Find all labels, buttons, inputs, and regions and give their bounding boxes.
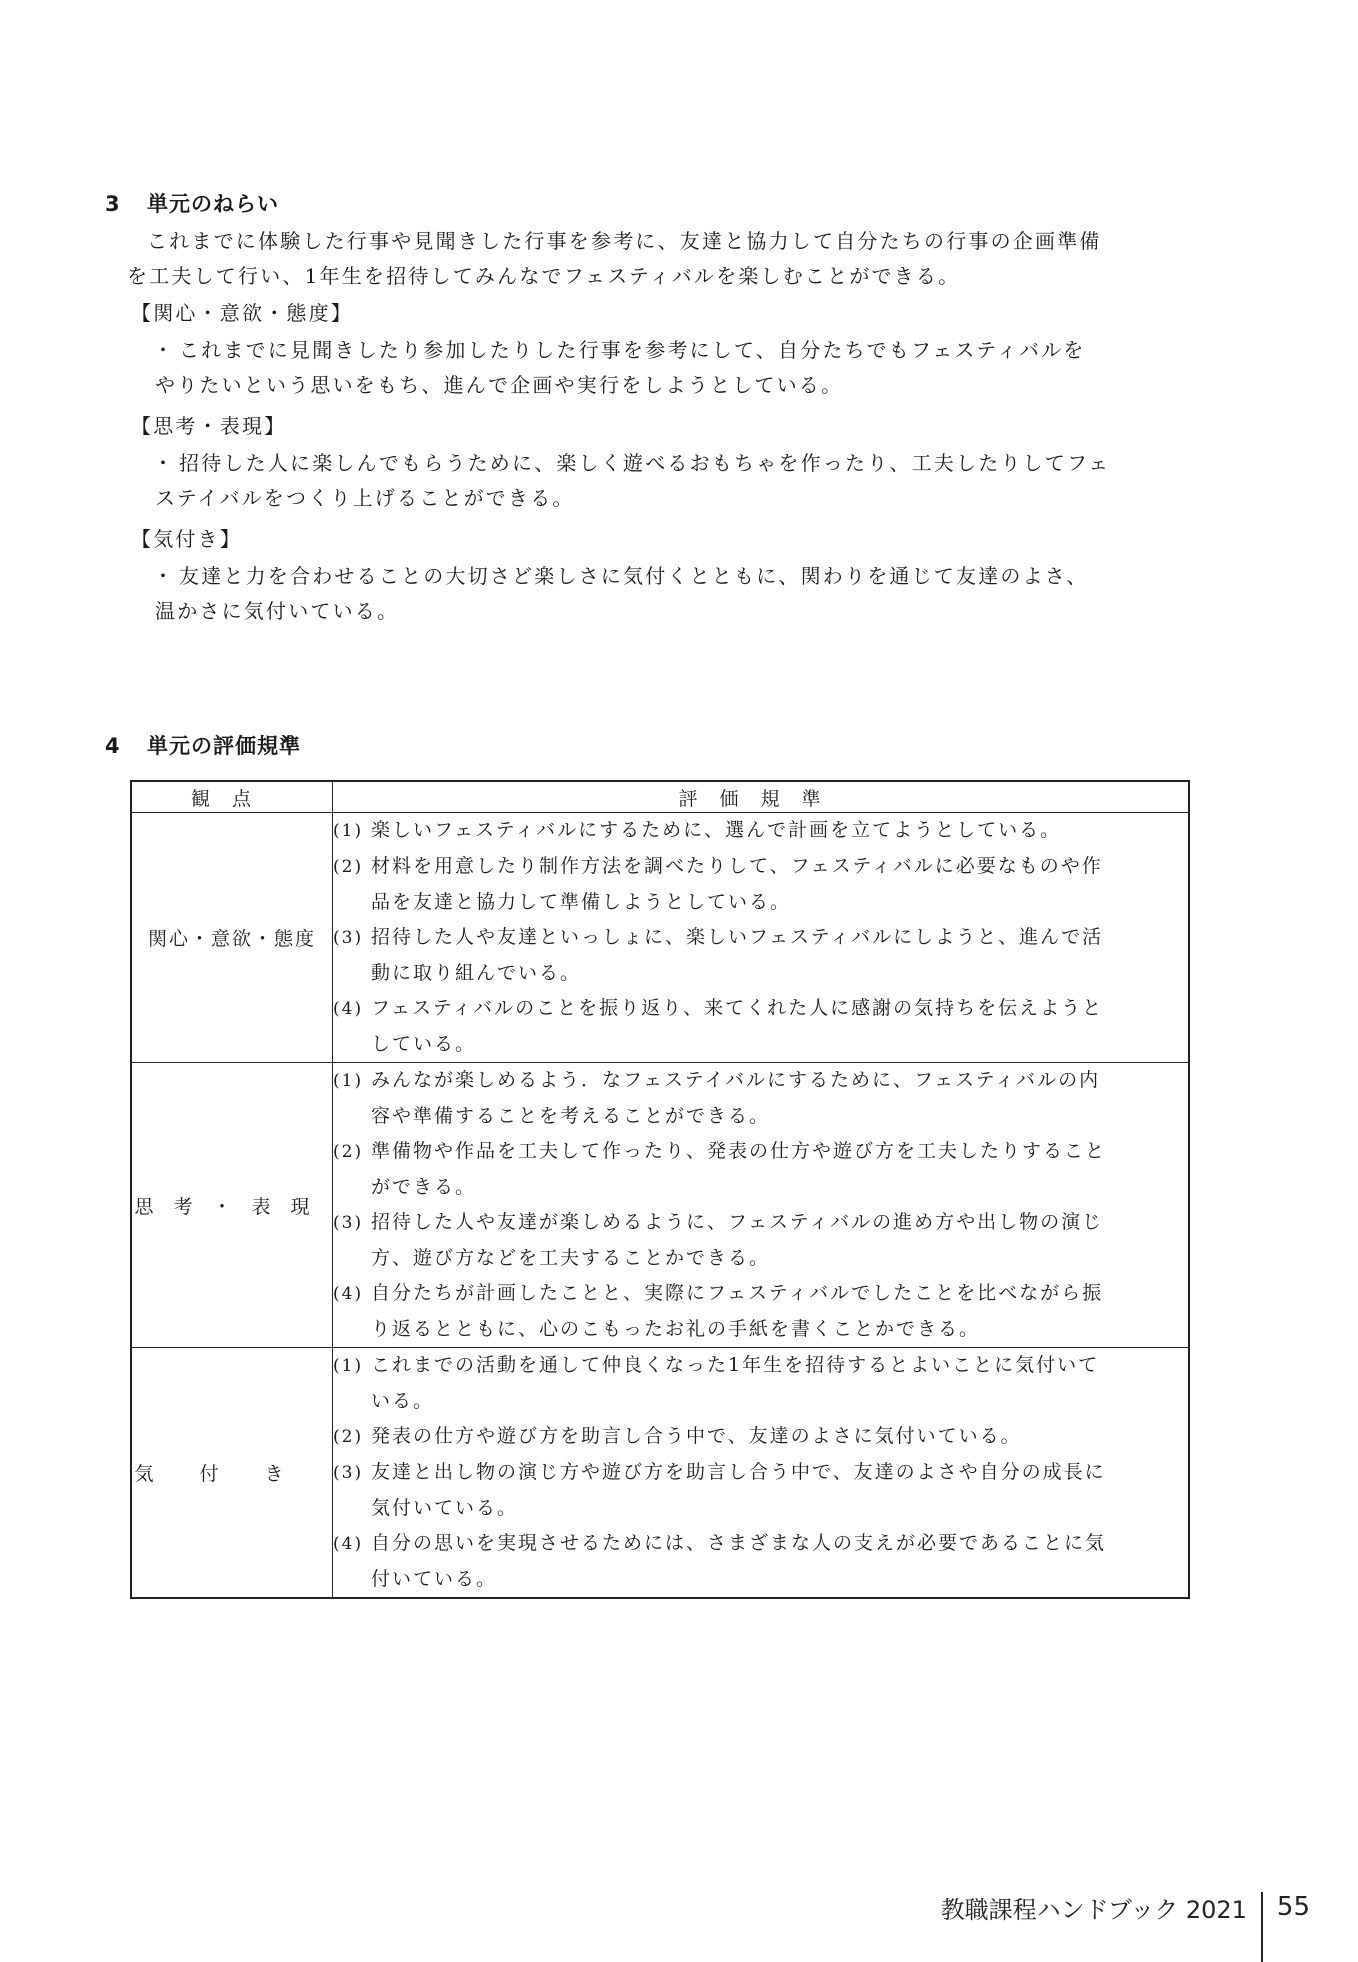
section-4-number: 4 [105,734,121,758]
criteria-item [333,991,1188,1062]
criteria-item [333,813,1188,849]
criteria-line: 動に取り組んでいる。 [371,962,582,984]
view-label: 気付き [134,1463,330,1485]
view-label: 関心・意欲・態度 [147,928,316,950]
criteria-item [333,1526,1188,1597]
criteria-item [333,1134,1188,1205]
bullet-line-1: これまでに見聞きしたり参加したりした行事を参考にして、自分たちでもフェスティバルを [179,338,1086,362]
section-3-heading [105,188,1185,218]
header-criteria: 評価規準 [333,781,1190,813]
criteria-item [333,1348,1188,1419]
criteria-index: (3) [333,1463,364,1483]
criteria-index: (1) [333,821,364,841]
criteria-item [333,1063,1188,1134]
view-cell [131,813,333,1063]
category-block-interest [105,296,1185,403]
category-block-thinking [105,409,1185,516]
section-3-lead [105,224,1185,294]
bullet-line-2: やりたいという思いをもち、進んで企画や実行をしようとしている。 [155,373,844,397]
view-label: 思考・表現 [134,1195,330,1218]
criteria-line: 方、遊び方などを工夫することかできる。 [371,1247,771,1269]
criteria-index: (3) [333,1213,364,1233]
criteria-line: 材料を用意したり制作方法を調べたりして、フェスティバルに必要なものや作 [371,855,1103,877]
table-header-row [131,781,1189,813]
page-footer [941,1852,1310,1962]
criteria-item [333,1205,1188,1276]
view-cell [131,1063,333,1348]
criteria-cell [333,813,1190,1063]
criteria-index: (1) [333,1356,364,1376]
criteria-line: ができる。 [371,1176,477,1198]
criteria-line: 楽しいフェスティバルにするために、選んで計画を立てようとしている。 [371,819,1062,841]
criteria-index: (4) [333,999,364,1019]
bullet-mark: ・ [153,564,176,588]
criteria-line: 招待した人や友達といっしょに、楽しいフェスティバルにしようと、進んで活 [371,926,1104,948]
view-cell [131,1348,333,1599]
bullet-line-1: 友達と力を合わせることの大切さど楽しさに気付くとともに、関わりを通じて友達のよさ、 [179,564,1089,588]
criteria-line: 友達と出し物の演じ方や遊び方を助言し合う中で、友達のよさや自分の成長に [371,1461,1106,1483]
bullet-line-1: 招待した人に楽しんでもらうために、楽しく遊べるおもちゃを作ったり、工夫したりしてフェ [179,451,1111,475]
section-4-heading [105,730,1185,760]
bullet-mark: ・ [153,451,176,475]
criteria-line: 品を友達と協力して準備しようとしている。 [371,891,792,913]
page-number: 55 [1276,1892,1310,1922]
table-row [131,813,1189,1063]
category-bullet-row [105,333,1185,403]
section-4-title: 単元の評価規準 [147,734,301,758]
criteria-line: これまでの活動を通して仲良くなった1年生を招待するとよいことに気付いて [371,1354,1100,1376]
bullet-mark: ・ [153,338,176,362]
evaluation-criteria-table [130,780,1190,1599]
criteria-index: (2) [333,1142,364,1162]
category-block-awareness [105,522,1185,629]
criteria-line: 自分たちが計画したことと、実際にフェスティバルでしたことを比べながら振 [371,1282,1104,1304]
criteria-item [333,1455,1188,1526]
criteria-cell [333,1063,1190,1348]
criteria-line: 気付いている。 [371,1497,519,1519]
criteria-item [333,1276,1188,1347]
category-bullet-row [105,446,1185,516]
criteria-item [333,1419,1188,1455]
criteria-line: 容や準備することを考えることができる。 [371,1105,771,1127]
category-label: 【気付き】 [131,527,242,551]
section-criteria-heading-wrap [105,730,1185,760]
bullet-line-2: ステイバルをつくり上げることができる。 [155,486,575,510]
criteria-line: フェスティバルのことを振り返り、来てくれた人に感謝の気持ちを伝えようと [371,997,1104,1019]
table-row [131,1348,1189,1599]
section-aims [105,188,1185,629]
header-view: 観点 [131,781,333,813]
section-3-number: 3 [105,192,121,216]
criteria-line: 発表の仕方や遊び方を助言し合う中で、友達のよさに気付いている。 [371,1425,1022,1447]
criteria-line: みんなが楽しめるよう．なフェステイバルにするために、フェスティバルの内 [371,1069,1101,1091]
lead-line-1: これまでに体験した行事や見聞きした行事を参考に、友達と協力して自分たちの行事の企画準備 [147,229,1102,253]
lead-line-2: を工夫して行い、1年生を招待してみんなでフェスティバルを楽しむことができる。 [127,264,961,288]
criteria-item [333,920,1188,991]
criteria-index: (4) [333,1534,364,1554]
footer-title: 教職課程ハンドブック 2021 [940,1895,1247,1924]
section-3-title: 単元のねらい [147,192,279,216]
bullet-line-2: 温かさに気付いている。 [155,599,400,623]
criteria-cell [333,1348,1190,1599]
category-bullet-row [105,559,1185,629]
criteria-line: り返るとともに、心のこもったお礼の手紙を書くことかできる。 [371,1318,981,1340]
criteria-line: している。 [371,1033,477,1055]
category-label: 【思考・表現】 [131,414,287,438]
category-label: 【関心・意欲・態度】 [131,301,353,325]
criteria-index: (2) [333,1427,364,1447]
criteria-line: 付いている。 [371,1568,498,1590]
table-row [131,1063,1189,1348]
criteria-index: (3) [333,928,364,948]
criteria-line: 自分の思いを実現させるためには、さまざまな人の支えが必要であることに気 [371,1532,1107,1554]
criteria-item [333,849,1188,920]
criteria-line: いる。 [371,1390,435,1412]
criteria-line: 準備物や作品を工夫して作ったり、発表の仕方や遊び方を工夫したりすること [371,1140,1107,1162]
criteria-index: (1) [333,1071,364,1091]
criteria-index: (4) [333,1284,364,1304]
criteria-index: (2) [333,857,364,877]
criteria-line: 招待した人や友達が楽しめるように、フェスティバルの進め方や出し物の演じ [371,1211,1104,1233]
